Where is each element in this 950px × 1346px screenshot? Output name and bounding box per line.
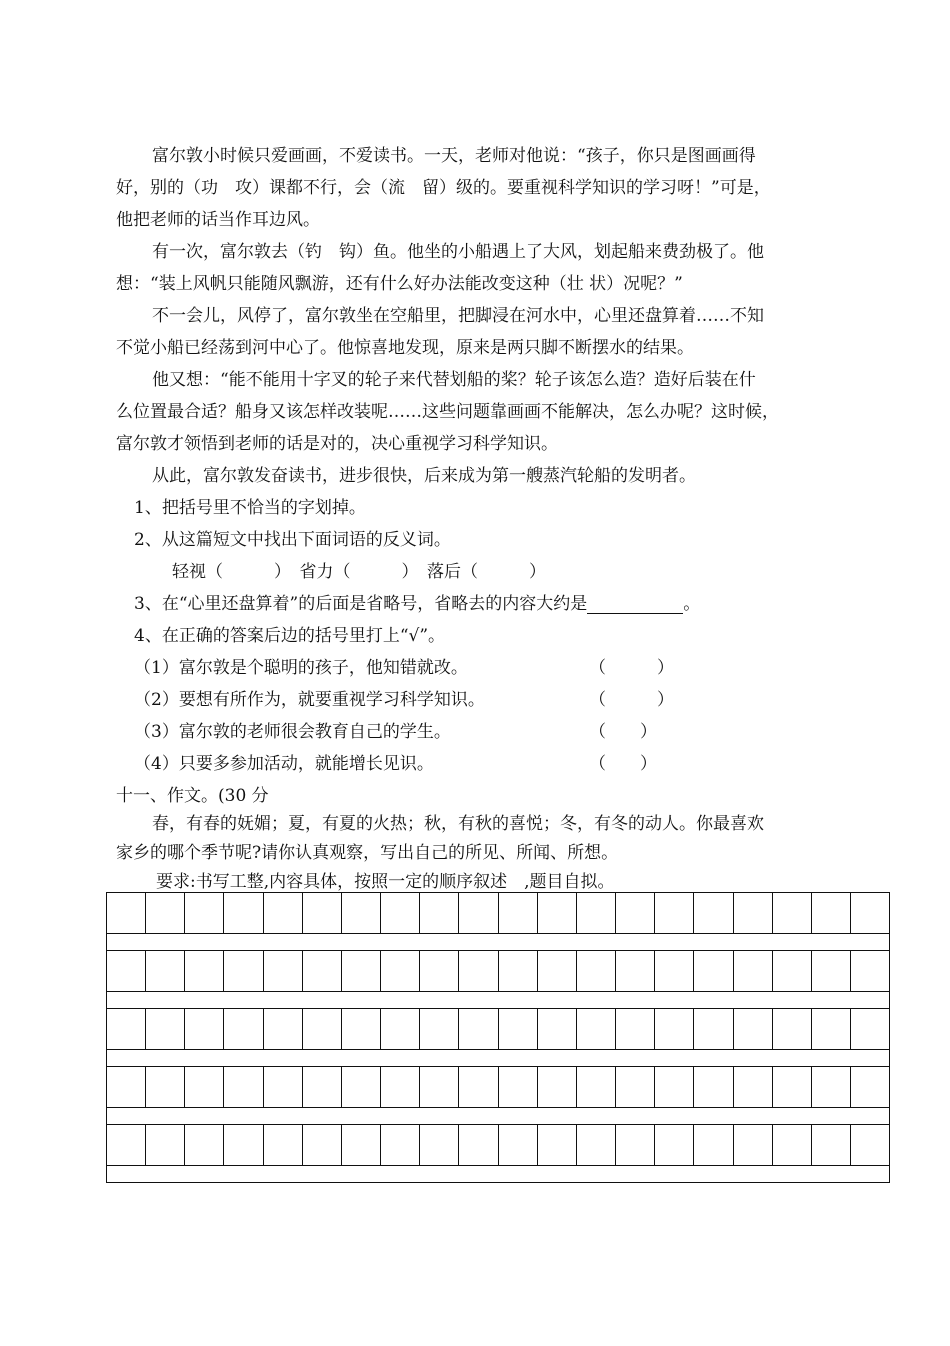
composition-prompt-line2: 家乡的哪个季节呢?请你认真观察，写出自己的所见、所闻、所想。 <box>116 843 619 863</box>
grid-cell[interactable] <box>420 893 459 933</box>
grid-cell[interactable] <box>420 1067 459 1107</box>
grid-cell[interactable] <box>577 1125 616 1165</box>
grid-cell[interactable] <box>694 1009 733 1049</box>
grid-cell[interactable] <box>734 951 773 991</box>
grid-cell[interactable] <box>773 951 812 991</box>
grid-cell[interactable] <box>616 1009 655 1049</box>
p1-line2: 好，别的（功 攻）课都不行，会（流 留）级的。要重视科学知识的学习呀！”可是， <box>116 178 771 198</box>
grid-cell[interactable] <box>146 951 185 991</box>
grid-cell[interactable] <box>812 951 851 991</box>
grid-cell[interactable] <box>499 893 538 933</box>
grid-cell[interactable] <box>381 1125 420 1165</box>
question-3-answer-blank[interactable] <box>587 595 683 614</box>
p1-line1: 富尔敦小时候只爱画画，不爱读书。一天，老师对他说：“孩子，你只是图画画得 <box>152 146 756 166</box>
grid-cell[interactable] <box>381 1009 420 1049</box>
grid-cell[interactable] <box>342 1125 381 1165</box>
grid-cell[interactable] <box>342 1009 381 1049</box>
grid-cell[interactable] <box>303 893 342 933</box>
grid-cell[interactable] <box>538 1125 577 1165</box>
grid-cell[interactable] <box>264 951 303 991</box>
grid-cell[interactable] <box>655 1009 694 1049</box>
p5-line1: 从此，富尔敦发奋读书，进步很快，后来成为第一艘蒸汽轮船的发明者。 <box>152 466 696 486</box>
grid-cell[interactable] <box>538 1067 577 1107</box>
grid-cell[interactable] <box>616 893 655 933</box>
grid-row-gap <box>106 1107 890 1124</box>
question-3-end: 。 <box>683 594 701 614</box>
grid-cell[interactable] <box>264 1125 303 1165</box>
grid-row-gap <box>106 933 890 950</box>
writing-grid[interactable] <box>106 892 890 1183</box>
grid-cell[interactable] <box>851 951 889 991</box>
grid-cell[interactable] <box>146 1067 185 1107</box>
grid-cell[interactable] <box>734 1009 773 1049</box>
grid-cell[interactable] <box>264 893 303 933</box>
grid-cell[interactable] <box>773 1009 812 1049</box>
q4-item-1: （1）富尔敦是个聪明的孩子，他知错就改。 <box>134 658 468 678</box>
q4-item-4: （4）只要多参加活动，就能增长见识。 <box>134 754 434 774</box>
q4-item-2: （2）要想有所作为，就要重视学习科学知识。 <box>134 690 485 710</box>
grid-cell[interactable] <box>812 1125 851 1165</box>
grid-cell[interactable] <box>773 1125 812 1165</box>
grid-cell[interactable] <box>694 1067 733 1107</box>
grid-cell[interactable] <box>224 951 263 991</box>
q4-item-3: （3）富尔敦的老师很会教育自己的学生。 <box>134 722 451 742</box>
p4-line1: 他又想：“能不能用十字叉的轮子来代替划船的桨？轮子该怎么造？造好后装在什 <box>152 370 756 390</box>
grid-cell[interactable] <box>107 1009 146 1049</box>
grid-cell[interactable] <box>499 1125 538 1165</box>
grid-cell[interactable] <box>420 951 459 991</box>
grid-cell[interactable] <box>538 893 577 933</box>
grid-row-gap <box>106 1049 890 1066</box>
grid-cell[interactable] <box>185 951 224 991</box>
grid-cell[interactable] <box>616 1125 655 1165</box>
grid-row-gap <box>106 1165 890 1183</box>
grid-cell[interactable] <box>655 893 694 933</box>
grid-cell[interactable] <box>655 1125 694 1165</box>
grid-cell[interactable] <box>420 1125 459 1165</box>
grid-cell[interactable] <box>303 1009 342 1049</box>
grid-cell[interactable] <box>694 951 733 991</box>
grid-cell[interactable] <box>224 893 263 933</box>
grid-row <box>106 950 890 991</box>
grid-cell[interactable] <box>342 893 381 933</box>
grid-cell[interactable] <box>734 1067 773 1107</box>
grid-cell[interactable] <box>224 1067 263 1107</box>
grid-cell[interactable] <box>264 1009 303 1049</box>
grid-cell[interactable] <box>616 1067 655 1107</box>
grid-cell[interactable] <box>616 951 655 991</box>
grid-cell[interactable] <box>851 1009 889 1049</box>
grid-row <box>106 1124 890 1165</box>
grid-cell[interactable] <box>655 1067 694 1107</box>
composition-requirement: 要求:书写工整,内容具体，按照一定的顺序叙述 ,题目自拟。 <box>156 872 615 892</box>
p2-line2: 想：“装上风帆只能随风飘游，还有什么好办法能改变这种（壮 状）况呢？” <box>116 274 683 294</box>
grid-cell[interactable] <box>303 1067 342 1107</box>
grid-cell[interactable] <box>381 893 420 933</box>
grid-cell[interactable] <box>264 1067 303 1107</box>
grid-cell[interactable] <box>499 951 538 991</box>
question-3 <box>134 594 700 614</box>
grid-cell[interactable] <box>224 1009 263 1049</box>
grid-cell[interactable] <box>851 893 889 933</box>
grid-cell[interactable] <box>107 1067 146 1107</box>
grid-cell[interactable] <box>420 1009 459 1049</box>
grid-row <box>106 1008 890 1049</box>
grid-cell[interactable] <box>146 1009 185 1049</box>
p4-line2: 么位置最合适？船身又该怎样改装呢……这些问题靠画画不能解决，怎么办呢？这时候， <box>116 402 779 422</box>
grid-cell[interactable] <box>107 893 146 933</box>
grid-cell[interactable] <box>459 951 498 991</box>
composition-prompt-line1: 春，有春的妩媚；夏，有夏的火热；秋，有秋的喜悦；冬，有冬的动人。你最喜欢 <box>152 814 764 834</box>
question-2-items: 轻视（ ） 省力（ ） 落后（ ） <box>172 562 546 582</box>
question-2: 2、从这篇短文中找出下面词语的反义词。 <box>134 530 451 550</box>
grid-cell[interactable] <box>655 951 694 991</box>
p1-line3: 他把老师的话当作耳边风。 <box>116 210 320 230</box>
grid-cell[interactable] <box>499 1009 538 1049</box>
grid-cell[interactable] <box>185 893 224 933</box>
grid-cell[interactable] <box>694 893 733 933</box>
grid-cell[interactable] <box>812 1067 851 1107</box>
question-4: 4、在正确的答案后边的括号里打上“√”。 <box>134 626 446 646</box>
grid-cell[interactable] <box>577 1009 616 1049</box>
grid-cell[interactable] <box>773 893 812 933</box>
grid-cell[interactable] <box>224 1125 263 1165</box>
question-1: 1、把括号里不恰当的字划掉。 <box>134 498 366 518</box>
grid-row <box>106 892 890 933</box>
grid-cell[interactable] <box>499 1067 538 1107</box>
grid-cell[interactable] <box>303 951 342 991</box>
grid-cell[interactable] <box>107 951 146 991</box>
grid-cell[interactable] <box>734 893 773 933</box>
grid-cell[interactable] <box>459 1009 498 1049</box>
grid-row <box>106 1066 890 1107</box>
grid-cell[interactable] <box>577 1067 616 1107</box>
grid-cell[interactable] <box>459 1067 498 1107</box>
grid-cell[interactable] <box>812 1009 851 1049</box>
q4-item-2-blank[interactable]: （ ） <box>589 690 674 710</box>
q4-item-3-blank[interactable]: （ ） <box>589 722 657 742</box>
grid-cell[interactable] <box>773 1067 812 1107</box>
grid-cell[interactable] <box>812 893 851 933</box>
grid-cell[interactable] <box>734 1125 773 1165</box>
grid-cell[interactable] <box>694 1125 733 1165</box>
p4-line3: 富尔敦才领悟到老师的话是对的，决心重视学习科学知识。 <box>116 434 558 454</box>
grid-cell[interactable] <box>146 1125 185 1165</box>
p3-line1: 不一会儿，风停了，富尔敦坐在空船里，把脚浸在河水中，心里还盘算着……不知 <box>152 306 764 326</box>
grid-cell[interactable] <box>146 893 185 933</box>
grid-cell[interactable] <box>577 893 616 933</box>
grid-cell[interactable] <box>185 1067 224 1107</box>
q4-item-1-blank[interactable]: （ ） <box>589 658 674 678</box>
grid-cell[interactable] <box>538 1009 577 1049</box>
grid-cell[interactable] <box>185 1009 224 1049</box>
p3-line2: 不觉小船已经荡到河中心了。他惊喜地发现，原来是两只脚不断摆水的结果。 <box>116 338 694 358</box>
grid-cell[interactable] <box>381 1067 420 1107</box>
grid-cell[interactable] <box>538 951 577 991</box>
question-3-text: 3、在“心里还盘算着”的后面是省略号，省略去的内容大约是 <box>134 594 588 614</box>
grid-cell[interactable] <box>303 1125 342 1165</box>
composition-heading: 十一、作文。(30 分 <box>116 786 269 806</box>
grid-cell[interactable] <box>577 951 616 991</box>
grid-cell[interactable] <box>342 951 381 991</box>
grid-cell[interactable] <box>459 893 498 933</box>
grid-cell[interactable] <box>342 1067 381 1107</box>
grid-cell[interactable] <box>851 1067 889 1107</box>
grid-cell[interactable] <box>107 1125 146 1165</box>
p2-line1: 有一次，富尔敦去（钓 钩）鱼。他坐的小船遇上了大风，划起船来费劲极了。他 <box>152 242 764 262</box>
grid-cell[interactable] <box>459 1125 498 1165</box>
grid-cell[interactable] <box>381 951 420 991</box>
q4-item-4-blank[interactable]: （ ） <box>589 754 657 774</box>
grid-cell[interactable] <box>851 1125 889 1165</box>
grid-cell[interactable] <box>185 1125 224 1165</box>
grid-row-gap <box>106 991 890 1008</box>
